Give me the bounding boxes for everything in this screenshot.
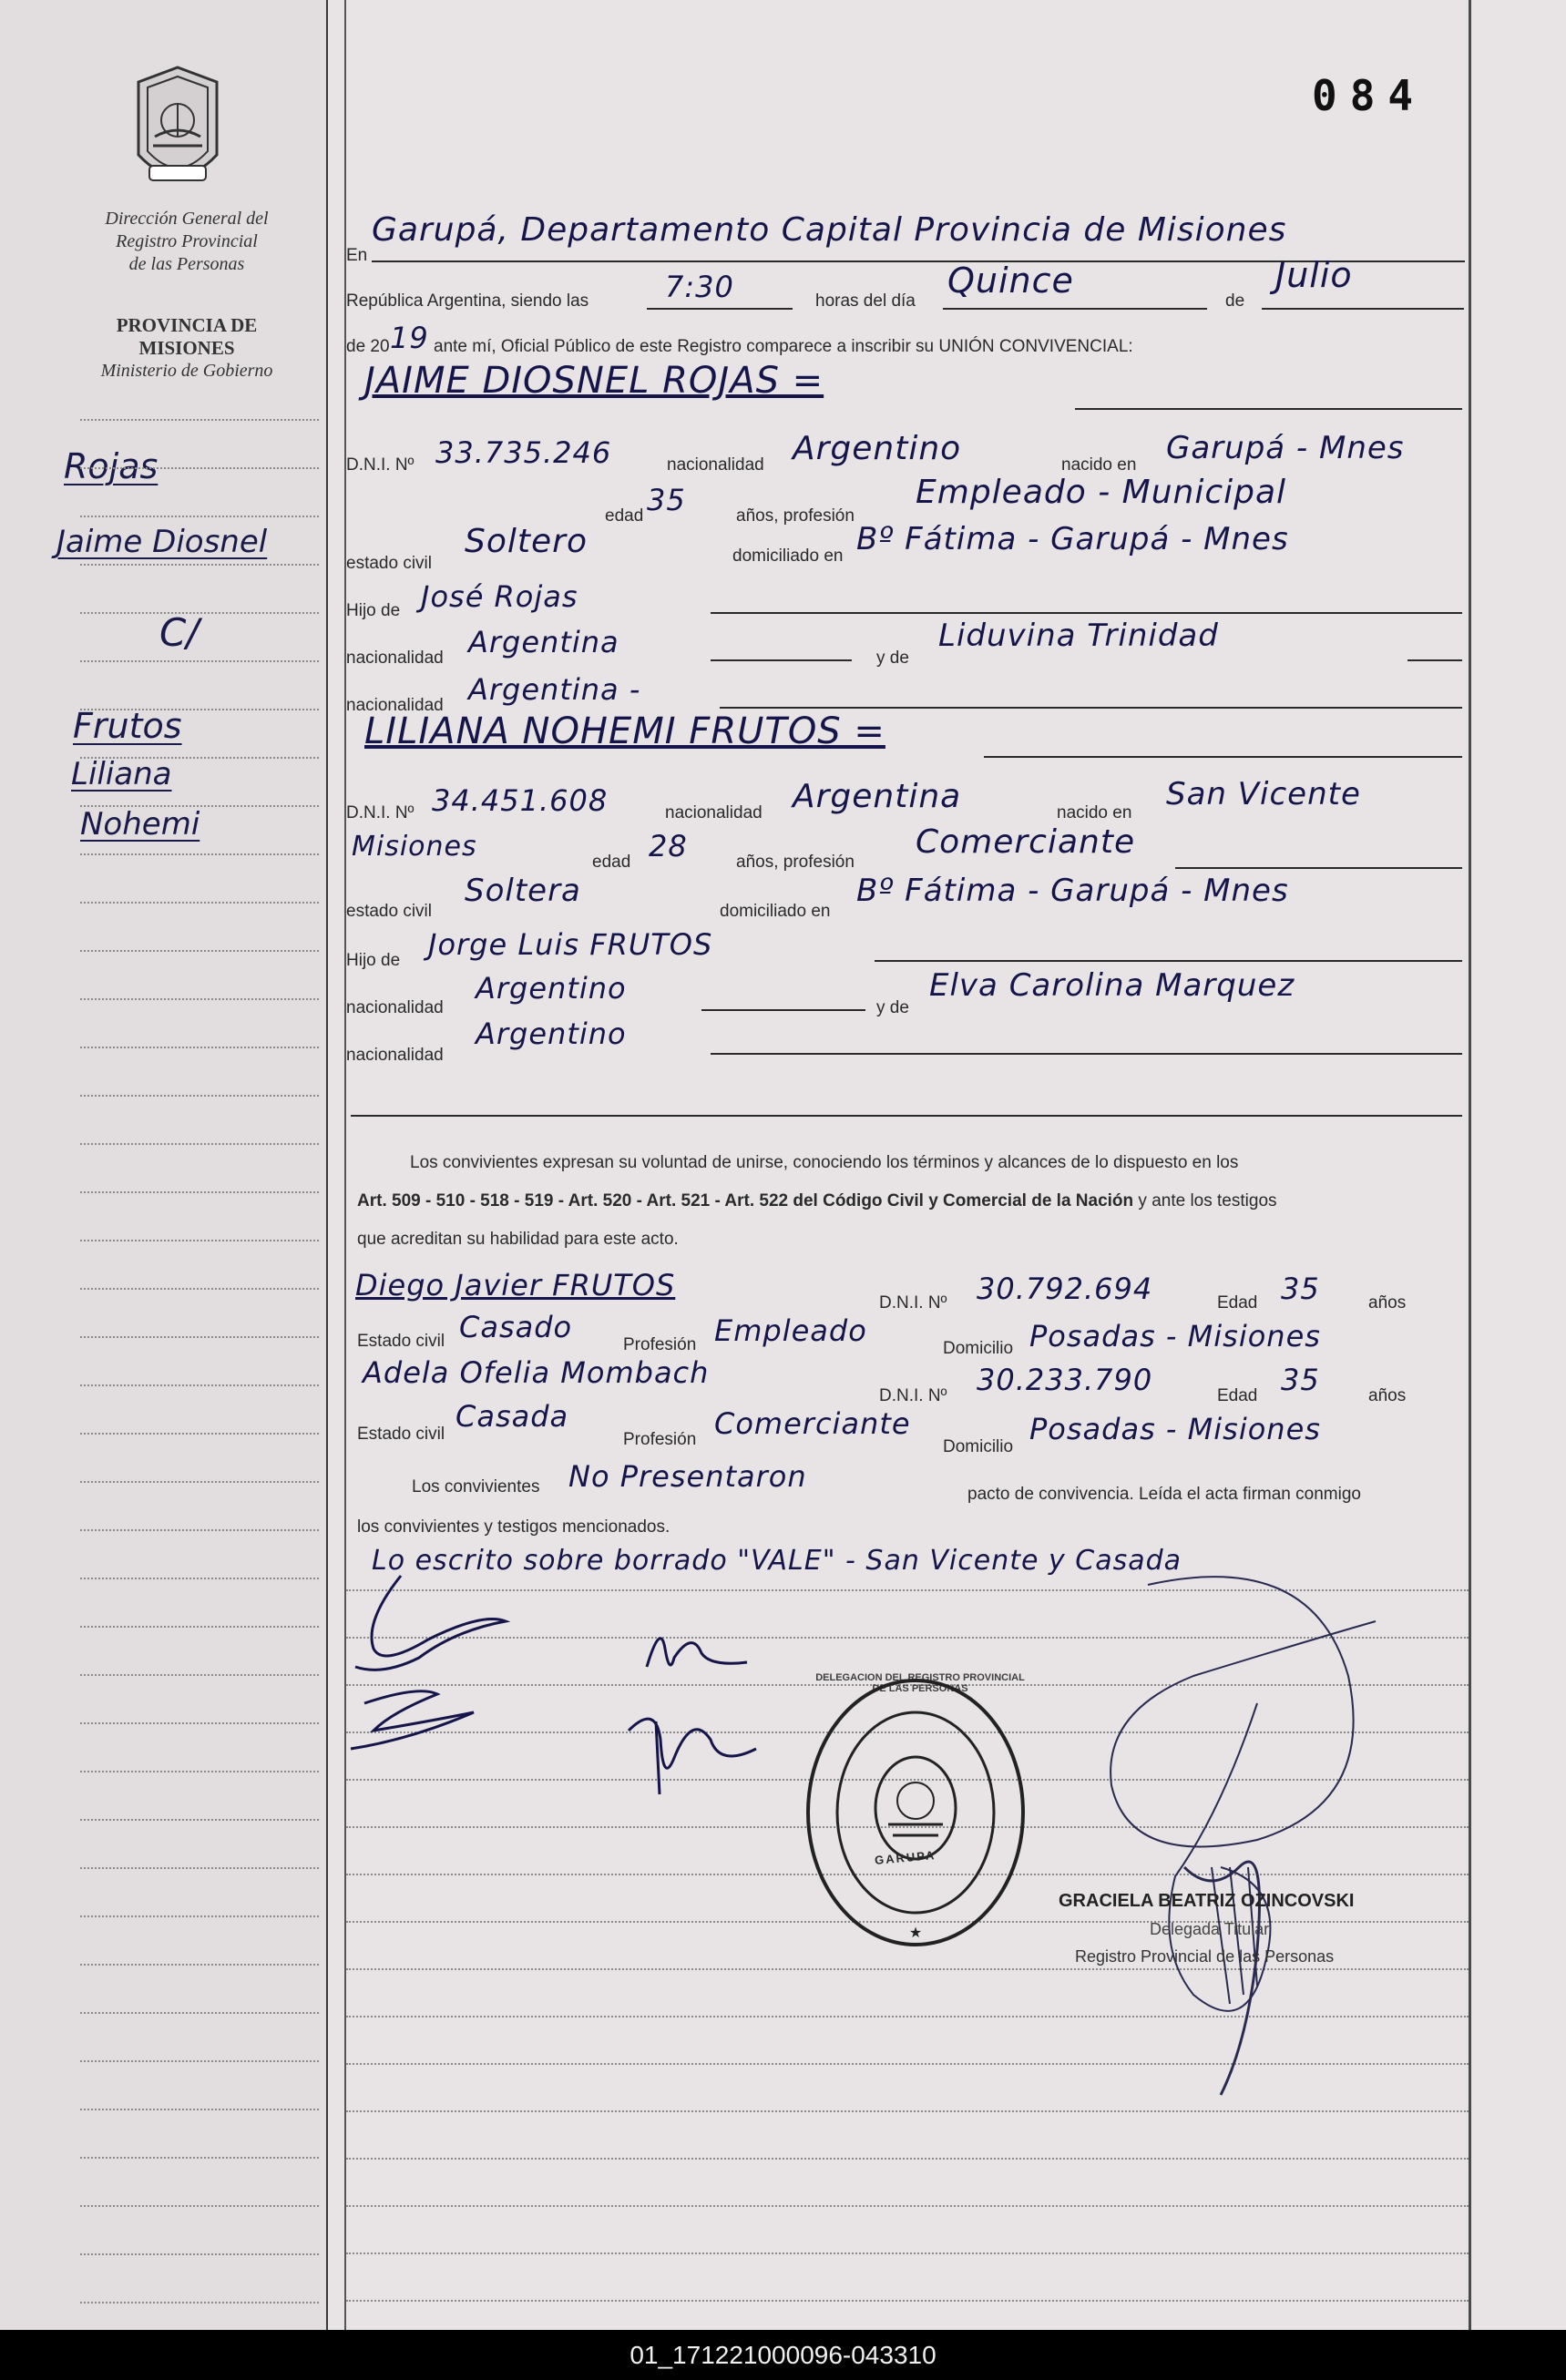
person2-father-nat-label: nacionalidad	[346, 998, 444, 1017]
witness1-dni: 30.792.694	[977, 1272, 1153, 1306]
person1-born: Garupá - Mnes	[1166, 430, 1405, 466]
witness2-domicile-label: Domicilio	[943, 1437, 1014, 1456]
witness-signature-1	[619, 1612, 783, 1803]
person1-and-of-label: y de	[876, 649, 909, 668]
sidebar-rule-line	[80, 1722, 319, 1724]
margin-given-name-2: Liliana	[71, 756, 172, 792]
month-line	[1262, 308, 1464, 310]
witness2-profession-label: Profesión	[623, 1430, 697, 1449]
person2-nationality: Argentina	[793, 778, 962, 815]
person1-mother-line	[1407, 659, 1462, 661]
person2-father: Jorge Luis FRUTOS	[428, 927, 713, 962]
person2-age: 28	[649, 829, 688, 863]
person1-mother-nat: Argentina -	[468, 672, 641, 707]
witness2-dni-label: D.N.I. Nº	[879, 1386, 947, 1405]
sidebar-rule-line	[80, 1964, 319, 1966]
person2-born-continued: Misiones	[352, 831, 477, 863]
official-signature	[1075, 1567, 1458, 2131]
person2-dni-label: D.N.I. Nº	[346, 803, 415, 822]
agency-line: Dirección General del	[105, 209, 269, 229]
declaration-line-1: Los convivientes expresan su voluntad de unirse, conociendo los términos y alcances de lo dispuesto en los	[410, 1153, 1239, 1172]
sidebar-rule-line	[80, 1433, 319, 1435]
sidebar-rule-line	[80, 1771, 319, 1772]
sidebar-rule-line	[80, 805, 319, 807]
page-edge	[1469, 0, 1471, 2330]
svg-text:★: ★	[908, 1925, 923, 1941]
year-value: 19	[390, 321, 429, 355]
scan-footer	[0, 2330, 1566, 2380]
witness2-age-label: Edad	[1217, 1386, 1258, 1405]
sidebar-rule-line	[80, 2109, 319, 2110]
place-value: Garupá, Departamento Capital Provincia de Misiones	[372, 211, 1287, 249]
de-label: de	[1225, 291, 1245, 311]
erasure-note: Lo escrito sobre borrado "VALE" - San Vicente y Casada	[372, 1545, 1182, 1577]
sidebar-rule-line	[80, 1819, 319, 1821]
time-line	[647, 308, 793, 310]
person1-dni: 33.735.246	[435, 435, 612, 470]
day-value: Quince	[947, 260, 1074, 301]
witness2-profession: Comerciante	[714, 1406, 911, 1441]
province-line: PROVINCIA DE	[116, 314, 258, 336]
declaration-articles: Art. 509 - 510 - 518 - 519 - Art. 520 - Art. 521 - Art. 522 del Código Civil y Comercial de la Nación	[357, 1191, 1134, 1210]
sidebar-rule-line	[80, 1191, 319, 1193]
person2-born-label: nacido en	[1057, 803, 1132, 822]
time-value: 7:30	[665, 270, 734, 304]
sidebar-rule-line	[80, 2012, 319, 2014]
person1-son-of-label: Hijo de	[346, 601, 401, 620]
witness1-age-label: Edad	[1217, 1293, 1258, 1313]
sidebar-rule-line	[80, 467, 319, 469]
republic-label: República Argentina, siendo las	[346, 291, 589, 311]
province-name	[55, 314, 319, 383]
declaration-tail: y ante los testigos	[1138, 1191, 1277, 1210]
person2-profession-line	[1175, 867, 1462, 869]
year-label	[346, 337, 390, 357]
person2-mother-nat-line	[711, 1053, 1462, 1055]
registry-stamp	[802, 1671, 1029, 1954]
sidebar-rule-line	[80, 1384, 319, 1386]
sidebar-rule-line	[80, 2253, 319, 2255]
person2-nationality-label: nacionalidad	[665, 803, 763, 822]
official-title: Delegada Titular	[1150, 1920, 1270, 1938]
person1-father-nat-label: nacionalidad	[346, 649, 444, 668]
person1-nationality: Argentino	[793, 430, 962, 467]
witness1-domicile-label: Domicilio	[943, 1339, 1014, 1358]
person2-civil-label: estado civil	[346, 902, 432, 921]
witness2-civil: Casada	[455, 1399, 569, 1434]
official-office: Registro Provincial de las Personas	[1075, 1947, 1335, 1966]
section-divider	[351, 1115, 1462, 1117]
witness1-civil-label: Estado civil	[357, 1332, 445, 1351]
person2-mother: Elva Carolina Marquez	[929, 967, 1295, 1004]
person2-domicile: Bº Fátima - Garupá - Mnes	[856, 873, 1289, 909]
ministry-name: Ministerio de Gobierno	[100, 361, 273, 381]
pact-value: No Presentaron	[568, 1459, 807, 1494]
person2-son-of-label: Hijo de	[346, 951, 401, 970]
sidebar-rule-line	[80, 1867, 319, 1869]
rule-line	[346, 2158, 1469, 2160]
convivient-signature-1	[346, 1567, 547, 1785]
person1-nationality-label: nacionalidad	[667, 455, 764, 475]
person2-born: San Vicente	[1166, 776, 1361, 812]
agency-line: de las Personas	[128, 254, 245, 274]
sidebar-rule-line	[80, 564, 319, 566]
sidebar-rule-line	[80, 660, 319, 662]
person1-profession: Empleado - Municipal	[916, 474, 1287, 511]
hours-label: horas del día	[815, 291, 916, 311]
person1-mother-nat-label: nacionalidad	[346, 696, 444, 715]
sidebar-rule-line	[80, 1288, 319, 1290]
person1-name-line	[1075, 408, 1462, 410]
sidebar-rule-line	[80, 853, 319, 855]
person2-civil: Soltera	[465, 873, 581, 909]
person1-age: 35	[647, 483, 686, 517]
margin-connector: C/	[159, 610, 200, 655]
person1-father: José Rojas	[421, 579, 578, 614]
rule-line	[346, 2300, 1469, 2302]
sidebar-rule-line	[80, 1529, 319, 1531]
sidebar-rule-line	[80, 1143, 319, 1145]
witness2-dni: 30.233.790	[977, 1363, 1153, 1397]
witness1-name: Diego Javier FRUTOS	[355, 1268, 676, 1302]
person2-father-line	[875, 960, 1462, 962]
official-name: GRACIELA BEATRIZ OZINCOVSKI	[1059, 1891, 1355, 1911]
declaration-line-2	[357, 1191, 1277, 1211]
person1-civil: Soltero	[465, 523, 588, 560]
person2-name: LILIANA NOHEMI FRUTOS =	[364, 710, 885, 752]
person2-father-nat: Argentino	[476, 971, 627, 1006]
sidebar-rule-line	[80, 516, 319, 517]
sidebar-rule-line	[80, 1674, 319, 1676]
day-line	[943, 308, 1207, 310]
rule-line	[346, 2252, 1469, 2254]
person1-years-label: años, profesión	[736, 506, 855, 526]
person1-domicile: Bº Fátima - Garupá - Mnes	[856, 521, 1289, 557]
witness1-profession: Empleado	[714, 1313, 867, 1348]
sidebar-rule-line	[80, 1481, 319, 1483]
person1-age-label: edad	[605, 506, 644, 526]
month-value: Julio	[1275, 255, 1353, 295]
witness1-domicile: Posadas - Misiones	[1029, 1319, 1321, 1353]
year-prefix: de 20	[346, 337, 390, 356]
person2-years-label: años, profesión	[736, 853, 855, 872]
sidebar-rule-line	[80, 1626, 319, 1628]
witness2-years-label: años	[1368, 1386, 1407, 1405]
margin-surname: Rojas	[64, 446, 159, 486]
witness1-dni-label: D.N.I. Nº	[879, 1293, 947, 1313]
margin-surname-2: Frutos	[73, 706, 182, 746]
margin-given-name-3: Nohemi	[80, 806, 200, 843]
sidebar-rule-line	[80, 419, 319, 421]
stamp-location: GARUPA	[874, 1848, 937, 1867]
sidebar-rule-line	[80, 1336, 319, 1338]
person1-mother: Liduvina Trinidad	[938, 618, 1219, 654]
witness1-years-label: años	[1368, 1293, 1407, 1313]
intro-text: ante mí, Oficial Público de este Registro comparece a inscribir su UNIÓN CONVIVENCIAL:	[434, 337, 1133, 356]
person2-age-label: edad	[592, 853, 631, 872]
scan-id: 01_171221000096-043310	[629, 2341, 937, 2369]
sidebar-rule-line	[80, 2302, 319, 2303]
person1-name: JAIME DIOSNEL ROJAS =	[364, 360, 824, 402]
sidebar-rule-line	[80, 709, 319, 710]
person1-dni-label: D.N.I. Nº	[346, 455, 415, 475]
province-line: MISIONES	[138, 337, 235, 359]
province-seal-icon	[128, 64, 228, 200]
person1-father-nat: Argentina	[468, 625, 619, 659]
person2-name-line	[984, 756, 1462, 758]
person2-dni: 34.451.608	[432, 783, 609, 818]
person1-civil-label: estado civil	[346, 554, 432, 573]
person1-father-line	[711, 612, 1462, 614]
person1-born-label: nacido en	[1061, 455, 1137, 475]
sidebar-rule-line	[80, 1047, 319, 1048]
sidebar-rule-line	[80, 950, 319, 952]
witness1-profession-label: Profesión	[623, 1335, 697, 1354]
person2-and-of-label: y de	[876, 998, 909, 1017]
sidebar-rule-line	[80, 1095, 319, 1097]
rule-line	[346, 2205, 1469, 2207]
pact-tail: pacto de convivencia. Leída el acta firman conmigo	[967, 1485, 1361, 1504]
witness2-domicile: Posadas - Misiones	[1029, 1412, 1321, 1446]
person2-domicile-label: domiciliado en	[720, 902, 831, 921]
pact-label: Los convivientes	[412, 1477, 540, 1496]
sidebar-rule-line	[80, 998, 319, 1000]
agency-line: Registro Provincial	[116, 231, 258, 251]
sidebar-rule-line	[80, 902, 319, 904]
person2-father-nat-line	[701, 1009, 865, 1011]
sidebar-rule-line	[80, 2205, 319, 2207]
en-label: En	[346, 246, 368, 265]
pact-line-2: los convivientes y testigos mencionados.	[357, 1517, 670, 1537]
person1-mother-nat-line	[720, 707, 1462, 709]
person2-mother-nat: Argentino	[476, 1016, 627, 1051]
sidebar-rule-line	[80, 1240, 319, 1241]
witness2-civil-label: Estado civil	[357, 1425, 445, 1444]
sidebar-rule-line	[80, 757, 319, 759]
folio-number: 084	[1312, 71, 1427, 120]
witness1-age: 35	[1281, 1272, 1320, 1306]
sidebar-rule-line	[80, 2060, 319, 2062]
declaration-line-3: que acreditan su habilidad para este acto.	[357, 1230, 679, 1249]
agency-name	[55, 208, 319, 276]
sidebar-rule-line	[80, 2157, 319, 2159]
person1-domicile-label: domiciliado en	[732, 546, 844, 566]
person2-mother-nat-label: nacionalidad	[346, 1046, 444, 1065]
person1-father-nat-line	[711, 659, 852, 661]
margin-given-names: Jaime Diosnel	[56, 524, 268, 560]
witness1-civil: Casado	[459, 1310, 573, 1344]
sidebar-rule-line	[80, 1578, 319, 1579]
witness2-name: Adela Ofelia Mombach	[363, 1355, 710, 1390]
witness2-age: 35	[1281, 1363, 1320, 1397]
sidebar-rule-line	[80, 612, 319, 614]
sidebar-rule-line	[80, 1915, 319, 1917]
person2-profession: Comerciante	[916, 823, 1136, 861]
stamp-ring-text: DELEGACION DEL REGISTRO PROVINCIAL DE LAS PERSONAS	[815, 1672, 1025, 1694]
